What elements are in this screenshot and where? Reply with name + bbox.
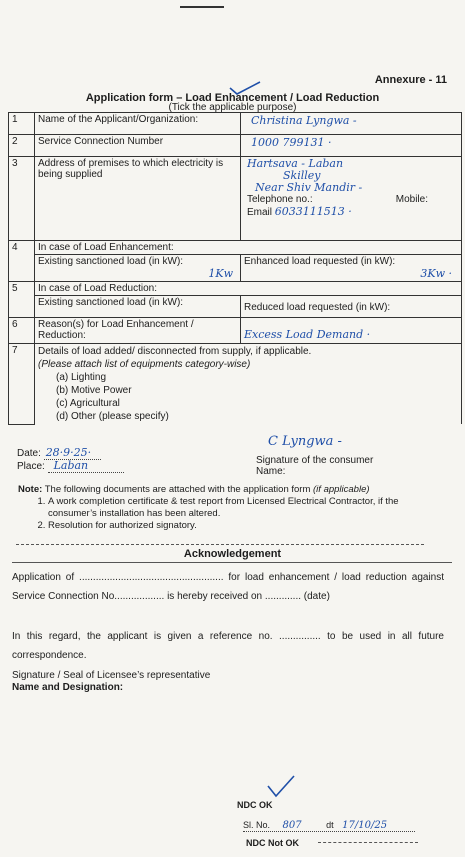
form-subtitle: (Tick the applicable purpose) <box>168 102 297 113</box>
mobile-label: Mobile: <box>395 194 428 205</box>
row-number: 3 <box>9 157 35 241</box>
row-load-reduction-values <box>9 296 462 318</box>
load-details-label: Details of load added/ disconnected from supply, if applicable. <box>38 346 312 357</box>
row-reason <box>9 318 462 344</box>
row-number: 2 <box>9 135 35 157</box>
red-existing-label[interactable]: Existing sanctioned load (in kW): <box>35 296 241 318</box>
divider <box>12 562 452 563</box>
annexure-label: Annexure - 11 <box>374 74 447 86</box>
red-requested-label[interactable]: Reduced load requested (in kW): <box>241 296 462 318</box>
load-category-list <box>38 371 458 423</box>
consumer-signature[interactable]: C Lyngwa - <box>268 434 342 449</box>
row-load-enhancement-values <box>9 255 462 282</box>
applicant-name-value[interactable]: Christina Lyngwa - <box>241 113 462 135</box>
load-details-cell <box>35 344 462 425</box>
row-number: 6 <box>9 318 35 344</box>
place-row <box>17 459 124 472</box>
application-table <box>8 112 462 425</box>
load-reduction-label: In case of Load Reduction: <box>35 282 462 296</box>
enh-existing-cell <box>35 255 241 282</box>
serial-dt-label: dt <box>326 820 334 830</box>
service-connection-value[interactable]: 1000 799131 · <box>241 135 462 157</box>
serial-date-value[interactable]: 17/10/25 <box>342 820 388 831</box>
divider <box>16 544 424 545</box>
note-item: 1. A work completion certificate & test report from Licensed Electrical Contractor, if the consumer’s installation has been altered. <box>48 496 448 520</box>
address-label: Address of premises to which electricity is being supplied <box>35 157 241 241</box>
address-line-1[interactable]: Hartsava - Laban <box>247 157 344 170</box>
serial-row <box>243 820 415 832</box>
name-label: Name: <box>256 466 286 477</box>
divider <box>318 842 418 843</box>
enh-existing-value[interactable]: 1Kw <box>208 267 233 280</box>
enh-existing-label: Existing sanctioned load (in kW): <box>38 256 184 267</box>
mobile-value[interactable]: 6033111513 · <box>274 205 352 218</box>
address-line-3[interactable]: Near Shiv Mandir - <box>255 181 363 194</box>
scan-mark <box>180 0 224 8</box>
row-number: 4 <box>9 241 35 282</box>
note-prefix: Note: <box>18 484 43 495</box>
row-number: 7 <box>9 344 35 425</box>
load-enhancement-label: In case of Load Enhancement: <box>35 241 462 255</box>
tick-mark-icon <box>266 774 296 800</box>
note-list <box>18 496 448 532</box>
row-load-reduction <box>9 282 462 296</box>
row-applicant-name <box>9 113 462 135</box>
address-cell <box>241 157 462 241</box>
row-load-enhancement <box>9 241 462 255</box>
licensee-signature-label: Signature / Seal of Licensee’s representative <box>12 670 211 681</box>
enh-requested-cell <box>241 255 462 282</box>
row-load-details <box>9 344 462 425</box>
ndc-ok-label: NDC OK <box>237 800 273 810</box>
date-label: Date: <box>17 448 41 459</box>
enh-requested-label: Enhanced load requested (in kW): <box>244 256 396 267</box>
ack-paragraph-1: Application of .................................................... for load enhancement / load reduction against Service Connection No.................. is hereby received on ............. (date) <box>12 572 444 602</box>
email-label: Email <box>247 207 273 218</box>
row-number: 1 <box>9 113 35 135</box>
applicant-name-label: Name of the Applicant/Organization: <box>35 113 241 135</box>
name-designation-label: Name and Designation: <box>12 682 124 693</box>
enh-requested-value[interactable]: 3Kw · <box>420 267 452 280</box>
date-row <box>17 446 101 459</box>
place-value[interactable]: Laban <box>48 459 125 473</box>
ndc-not-ok-label: NDC Not OK <box>246 838 299 848</box>
load-category-item: (c) Agricultural <box>56 398 120 409</box>
load-category-item: (b) Motive Power <box>56 385 132 396</box>
row-service-connection <box>9 135 462 157</box>
date-value[interactable]: 28·9·25· <box>44 446 101 460</box>
note-applicable: (if applicable) <box>313 484 370 495</box>
row-address <box>9 157 462 241</box>
reason-value[interactable]: Excess Load Demand · <box>241 318 462 344</box>
row-number: 5 <box>9 282 35 318</box>
place-label: Place: <box>17 461 45 472</box>
acknowledgement-title: Acknowledgement <box>183 548 282 560</box>
service-connection-label: Service Connection Number <box>35 135 241 157</box>
note-item: 2. Resolution for authorized signatory. <box>48 520 448 532</box>
signature-label: Signature of the consumer <box>256 455 374 466</box>
telephone-label: Telephone no.: <box>247 194 313 205</box>
licensee-signature-block <box>12 670 210 694</box>
load-category-item: (d) Other (please specify) <box>56 411 169 422</box>
serial-label: Sl. No. <box>243 820 271 830</box>
form-title: Application form – Load Enhancement / Load Reduction <box>85 92 380 104</box>
note-block <box>18 484 448 532</box>
reason-label: Reason(s) for Load Enhancement / Reduction: <box>35 318 241 344</box>
load-category-item: (a) Lighting <box>56 372 107 383</box>
serial-value[interactable]: 807 <box>282 820 302 831</box>
load-details-note: (Please attach list of equipments category-wise) <box>38 359 251 370</box>
address-line-2[interactable]: Skilley <box>283 169 321 182</box>
ack-paragraph-2: In this regard, the applicant is given a reference no. ............... to be used in all future correspondence. <box>12 631 444 661</box>
note-text: The following documents are attached with the application form <box>42 484 314 495</box>
